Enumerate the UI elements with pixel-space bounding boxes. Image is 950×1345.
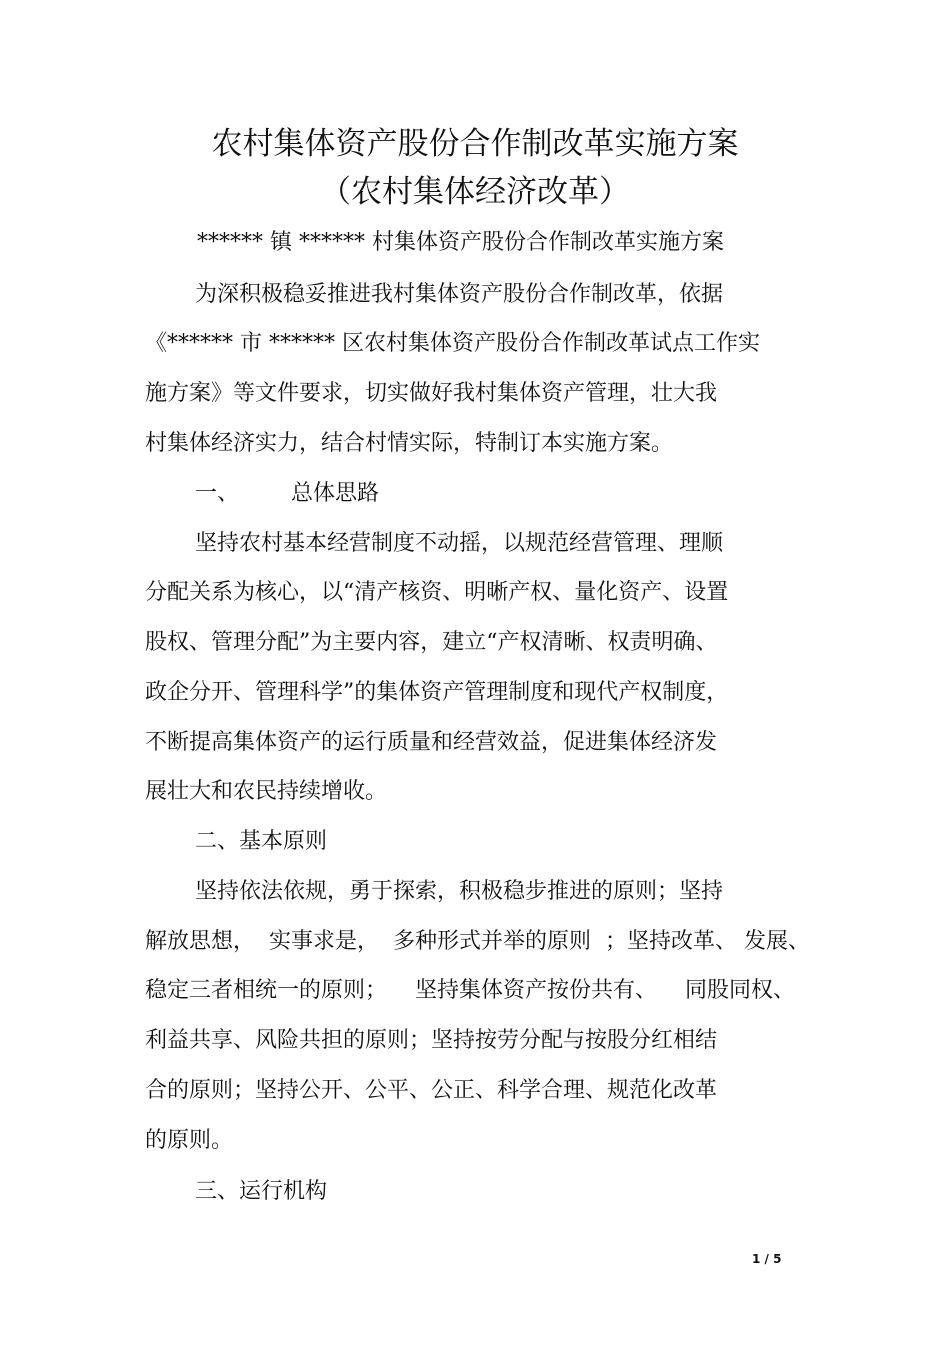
paragraph-line: 为深积极稳妥推进我村集体资产股份合作制改革，依据: [195, 282, 724, 307]
paragraph-line: 的原则。: [145, 1128, 234, 1153]
paragraph-line: 展壮大和农民持续增收。: [145, 779, 388, 804]
page-number: 1 / 5: [752, 1252, 782, 1266]
paragraph-line: 利益共享、风险共担的原则；坚持按劳分配与按股分红相结: [145, 1028, 718, 1053]
paragraph-line: 坚持依法依规，勇于探索，积极稳步推进的原则；坚持: [195, 879, 724, 904]
document-title: 农村集体资产股份合作制改革实施方案: [211, 126, 739, 162]
paragraph-line: 股权、管理分配”为主要内容，建立“产权清晰、权责明确、: [145, 630, 718, 655]
paragraph-line: 坚持农村基本经营制度不动摇，以规范经营管理、理顺: [195, 531, 724, 556]
paragraph-line: 合的原则；坚持公开、公平、公正、科学合理、规范化改革: [145, 1078, 718, 1103]
paragraph-line: 解放思想， 实事求是， 多种形式并举的原则 ；坚持改革、 发展、: [145, 929, 810, 954]
document-title-sub: （农村集体经济改革）: [320, 174, 630, 210]
paragraph-line: 不断提高集体资产的运行质量和经营效益，促进集体经济发: [145, 730, 718, 755]
section-heading-1: [195, 479, 379, 509]
paragraph-line: 施方案》等文件要求，切实做好我村集体资产管理，壮大我: [145, 381, 718, 406]
paragraph-line: 政企分开、管理科学”的集体资产管理制度和现代产权制度，: [145, 680, 729, 705]
paragraph-line: 分配关系为核心，以“清产核资、明晰产权、量化资产、设置: [145, 580, 729, 605]
section-heading-3: 三、运行机构: [195, 1179, 328, 1204]
section-heading-2: 二、基本原则: [195, 829, 328, 854]
paragraph-line: 稳定三者相统一的原则； 坚持集体资产按份共有、 同股同权、: [145, 978, 795, 1003]
document-subtitle: ****** 镇 ****** 村集体资产股份合作制改革实施方案: [197, 230, 724, 255]
section-number: 一、: [195, 481, 240, 506]
paragraph-line: 村集体经济实力，结合村情实际，特制订本实施方案。: [145, 431, 674, 456]
paragraph-line: 《****** 市 ****** 区农村集体资产股份合作制改革试点工作实: [145, 331, 760, 356]
section-title: 总体思路: [291, 481, 380, 506]
